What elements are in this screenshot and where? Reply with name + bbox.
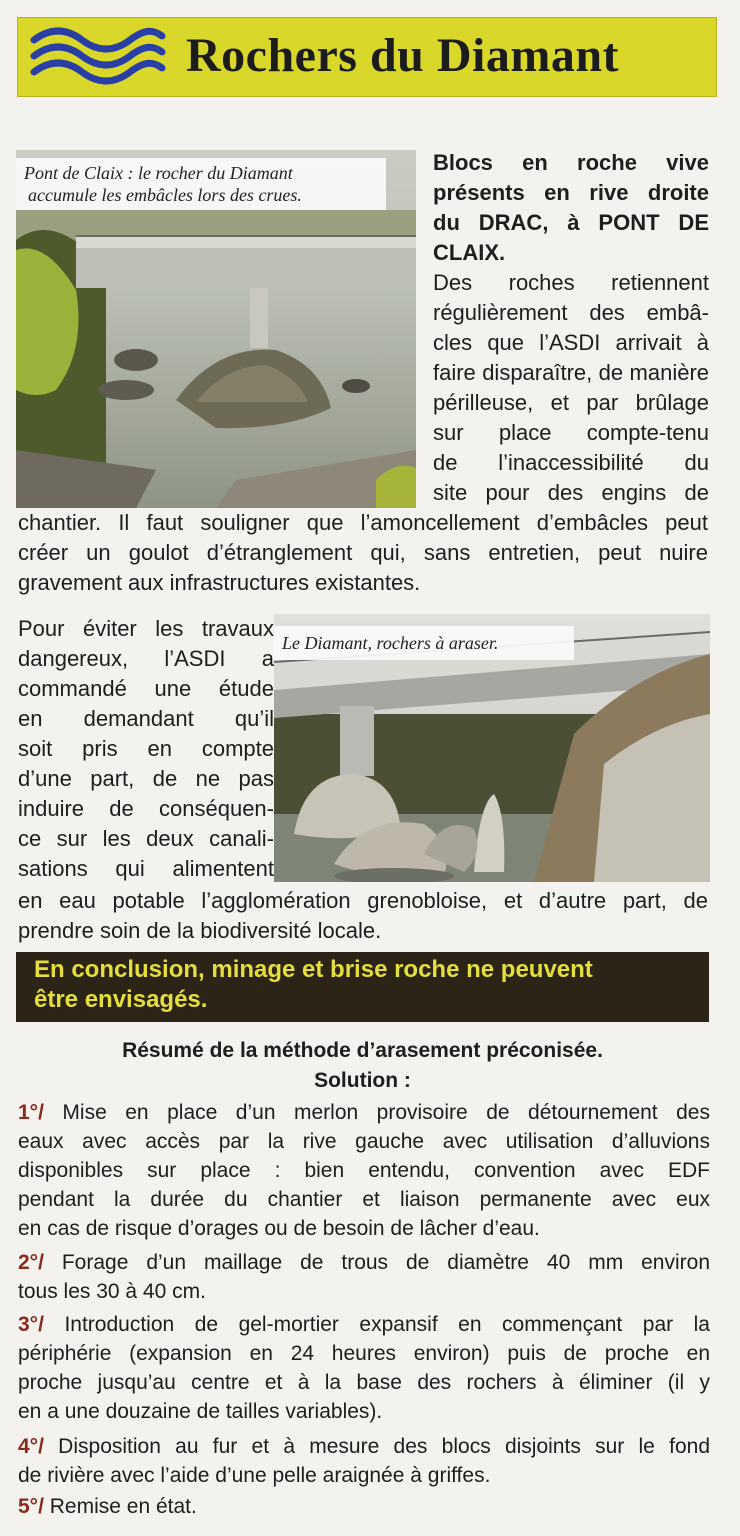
- photo-caption: Pont de Claix : le rocher du Diamant accumule les embâcles lors des crues.: [16, 158, 386, 210]
- step-5: 5°/ Remise en état.: [18, 1495, 197, 1518]
- waves-icon: [28, 26, 168, 90]
- step-2: 2°/ Forage d’un maillage de trous de diamètre 40 mm environ tous les 30 à 40 cm.: [18, 1251, 710, 1303]
- conclusion-band: [16, 952, 709, 1022]
- conclusion-line: être envisagés.: [34, 986, 208, 1013]
- method-subtitle: Solution :: [314, 1069, 411, 1092]
- step-3: 3°/ Introduction de gel-mortier expansif en commençant par la périphérie (expansion en 24 heures environ) puis de proche en proche jusqu’au centre et à la base des rochers à éliminer (il y en a une douzaine de tailles variables).: [18, 1313, 710, 1423]
- conclusion-line: En conclusion, minage et brise roche ne peuvent: [34, 956, 593, 983]
- step-4: 4°/ Disposition au fur et à mesure des blocs disjoints sur le fond de rivière avec l’aide d’une pelle araignée à griffes.: [18, 1435, 710, 1487]
- method-title: Résumé de la méthode d’arasement préconisée.: [122, 1039, 603, 1062]
- step-1: 1°/ Mise en place d’un merlon provisoire de détournement des eaux avec accès par la rive gauche avec utilisation d’alluvions disponibles sur place : bien entendu, convention avec EDF pendant la durée du chantier et liaison permanente avec eux en cas de risque d’orages ou de besoin de lâcher d’eau.: [18, 1101, 710, 1240]
- photo-caption: Le Diamant, rochers à araser.: [274, 626, 574, 660]
- page-title: Rochers du Diamant: [186, 29, 620, 82]
- intro-paragraph: Des roches retiennent régulièrement des embâ- cles que l’ASDI arrivait à faire disparaître, de manière périlleuse, et par brûlage sur place compte-tenu de l’inaccessibilité du site pour des engins de: [433, 270, 709, 505]
- photo-pont-de-claix: [16, 150, 416, 508]
- header-band: [17, 17, 717, 97]
- study-paragraph-continued: en eau potable l’agglomération grenobloise, et d’autre part, de: [18, 888, 708, 913]
- intro-paragraph-continued: chantier. Il faut souligner que l’amoncellement d’embâcles peut créer un goulot d’étranglement qui, sans entretien, peut nuire: [18, 510, 708, 565]
- intro-heading-end: CLAIX.: [433, 240, 506, 265]
- study-paragraph-end: prendre soin de la biodiversité locale.: [18, 918, 382, 943]
- intro-heading: Blocs en roche vive présents en rive droite du DRAC, à PONT DE: [433, 150, 709, 235]
- intro-paragraph-end: gravement aux infrastructures existantes.: [18, 570, 421, 595]
- photo-le-diamant: [274, 614, 710, 882]
- study-paragraph: Pour éviter les travaux dangereux, l’ASDI a commandé une étude en demandant qu’il soit pris en compte d’une part, de ne pas induire de conséquen- ce sur les deux canali- sations qui alimentent: [18, 616, 274, 881]
